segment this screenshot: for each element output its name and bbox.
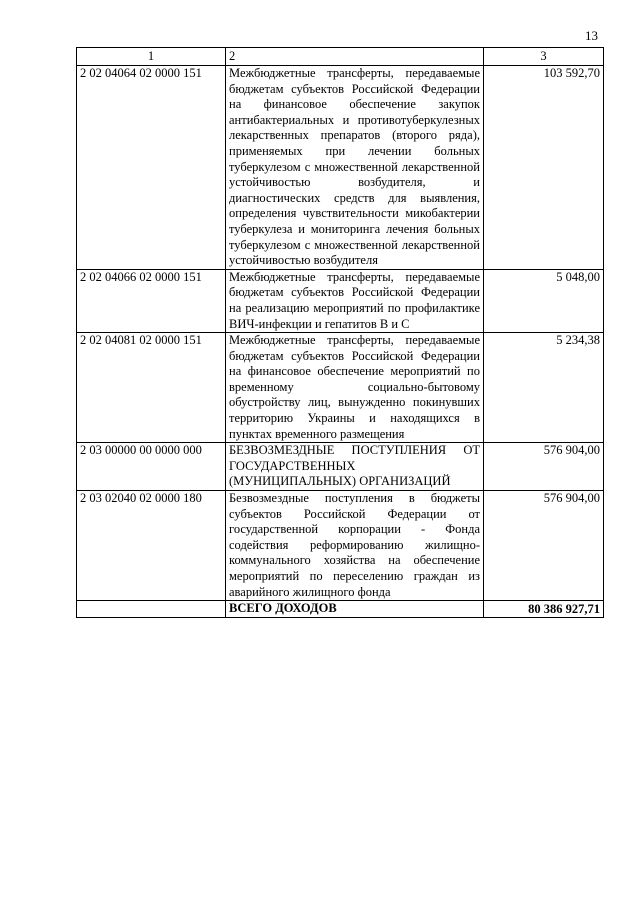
revenue-code-cell: 2 02 04081 02 0000 151 — [77, 333, 226, 443]
total-code-cell — [77, 601, 226, 618]
revenue-name-cell: Межбюджетные трансферты, передаваемые бюджетам субъектов Российской Федерации на финансовое обеспечение мероприятий по временному социально-бытовому обустройству лиц, вынужденно покинувших территорию Украины и находящихся в пунктах временного размещения — [226, 333, 484, 443]
table-row — [77, 443, 604, 491]
table-row — [77, 269, 604, 332]
column-header-amount: 3 — [484, 48, 604, 66]
table-row — [77, 66, 604, 270]
revenue-table — [76, 47, 604, 618]
revenue-code-cell: 2 03 00000 00 0000 000 — [77, 443, 226, 491]
revenue-amount-cell: 103 592,70 — [484, 66, 604, 270]
total-amount: 80 386 927,71 — [484, 601, 604, 618]
table-header-row — [77, 48, 604, 66]
revenue-name-cell: БЕЗВОЗМЕЗДНЫЕ ПОСТУПЛЕНИЯ ОТ ГОСУДАРСТВЕННЫХ (МУНИЦИПАЛЬНЫХ) ОРГАНИЗАЦИЙ — [226, 443, 484, 491]
column-header-name: 2 — [226, 48, 484, 66]
page-number: 13 — [585, 28, 598, 43]
revenue-name-cell: Межбюджетные трансферты, передаваемые бюджетам субъектов Российской Федерации на реализацию мероприятий по профилактике ВИЧ-инфекции и гепатитов В и С — [226, 269, 484, 332]
revenue-amount-cell: 576 904,00 — [484, 443, 604, 491]
revenue-code-cell: 2 02 04066 02 0000 151 — [77, 269, 226, 332]
total-label: ВСЕГО ДОХОДОВ — [226, 601, 484, 618]
total-row — [77, 601, 604, 618]
table-row — [77, 333, 604, 443]
revenue-name-cell: Межбюджетные трансферты, передаваемые бюджетам субъектов Российской Федерации на финансовое обеспечение закупок антибактериальных и противотуберкулезных лекарственных препаратов (второго ряда), применяемых при лечении больных туберкулезом с множественной лекарственной устойчивостью возбудителя, и диагностических средств для выявления, определения чувствительности микобактерии туберкулеза и мониторинга лечения больных туберкулезом с множественной лекарственной устойчивостью возбудителя — [226, 66, 484, 270]
revenue-amount-cell: 5 234,38 — [484, 333, 604, 443]
revenue-code-cell: 2 02 04064 02 0000 151 — [77, 66, 226, 270]
revenue-amount-cell: 5 048,00 — [484, 269, 604, 332]
revenue-amount-cell: 576 904,00 — [484, 491, 604, 601]
table-row — [77, 491, 604, 601]
column-header-code: 1 — [77, 48, 226, 66]
revenue-code-cell: 2 03 02040 02 0000 180 — [77, 491, 226, 601]
revenue-name-cell: Безвозмездные поступления в бюджеты субъектов Российской Федерации от государственной корпорации - Фонда содействия реформированию жилищно-коммунального хозяйства на обеспечение мероприятий по переселению граждан из аварийного жилищного фонда — [226, 491, 484, 601]
